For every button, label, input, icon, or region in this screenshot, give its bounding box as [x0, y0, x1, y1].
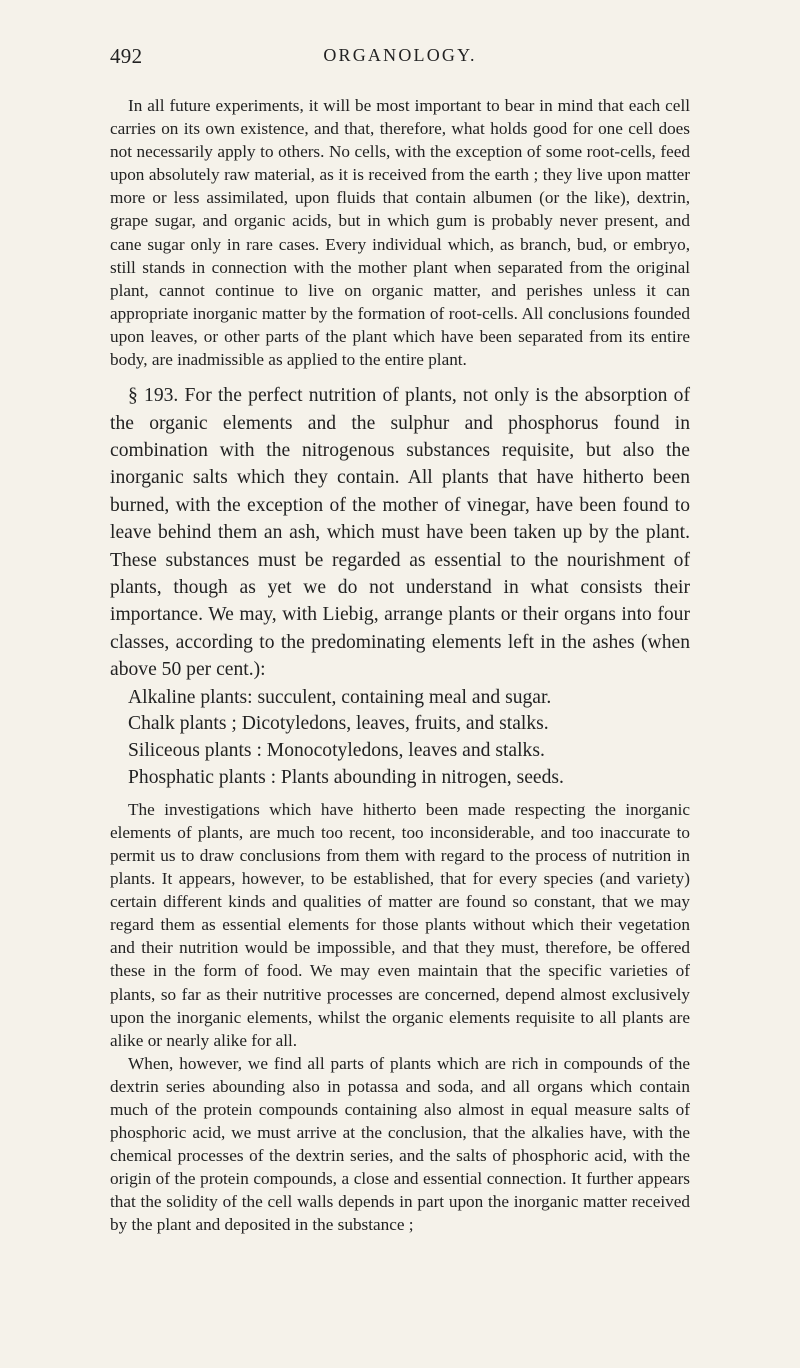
plant-classes-list: [110, 685, 690, 792]
paragraph-section-193: § 193. For the perfect nutrition of plants, not only is the absorption of the organic elements and the sulphur and phosphorus found in combination with the nitrogenous substances requisite, but also the inorganic salts which they contain. All plants that have hitherto been burned, with the exception of the mother of vinegar, have been found to leave behind them an ash, which must have been taken up by the plant. These substances must be regarded as essential to the nourishment of plants, though as yet we do not understand in what consists their importance. We may, with Liebig, arrange plants or their organs into four classes, according to the predominating elements left in the ashes (when above 50 per cent.):: [110, 385, 690, 681]
list-item-phosphatic-plants: Phosphatic plants : Plants abounding in nitrogen, seeds.: [128, 766, 564, 788]
paragraph-future-experiments: In all future experiments, it will be most important to bear in mind that each cell carries on its own existence, and that, therefore, what holds good for one cell does not necessarily apply to others. No cells, with the exception of some root-cells, feed upon absolutely raw material, as it is received from the earth ; they live upon matter more or less assimilated, upon fluids that contain albumen (or the like), dextrin, grape sugar, and organic acids, but in which gum is probably never present, and cane sugar only in rare cases. Every individual which, as branch, bud, or embryo, still stands in connection with the mother plant when separated from the original plant, cannot continue to live on organic matter, and perishes unless it can appropriate inorganic matter by the formation of root-cells. All conclusions founded upon leaves, or other parts of the plant which have been separated from its entire body, are inadmissible as applied to the entire plant.: [110, 96, 690, 370]
list-item-siliceous-plants: Siliceous plants : Monocotyledons, leaves and stalks.: [128, 740, 545, 762]
list-item-chalk-plants: Chalk plants ; Dicotyledons, leaves, fruits, and stalks.: [128, 713, 549, 735]
page-number: 492: [110, 44, 143, 68]
list-item-alkaline-plants: Alkaline plants: succulent, containing meal and sugar.: [128, 686, 552, 708]
page-header: [110, 44, 690, 74]
paragraph-inorganic-investigations: The investigations which have hitherto been made respecting the inorganic elements of plants, are much too recent, too inconsiderable, and too inaccurate to permit us to draw conclusions from them with regard to the process of nutrition in plants. It appears, however, to be established, that for every species (and variety) certain different kinds and qualities of matter are found so constant, that we may regard them as essential elements for those plants without which their vegetation and their nutrition would be impossible, and that they must, therefore, be offered these in the form of food. We may even maintain that the specific varieties of plants, so far as their nutritive processes are concerned, depend almost exclusively upon the inorganic elements, whilst the organic elements requisite to all plants are alike or nearly alike for all.: [110, 799, 690, 1050]
paragraph-dextrin-protein: When, however, we find all parts of plants which are rich in compounds of the dextrin series abounding also in potassa and soda, and all organs which contain much of the protein compounds containing also almost in equal measure salts of phosphoric acid, we must arrive at the conclusion, that the alkalies have, with the chemical processes of the dextrin series, and the salts of phosphoric acid, with the origin of the protein compounds, a close and essential connection. It further appears that the solidity of the cell walls depends in part upon the inorganic matter received by the plant and deposited in the substance ;: [110, 1053, 690, 1235]
page-body: [110, 94, 690, 1237]
running-head: ORGANOLOGY.: [323, 45, 477, 65]
